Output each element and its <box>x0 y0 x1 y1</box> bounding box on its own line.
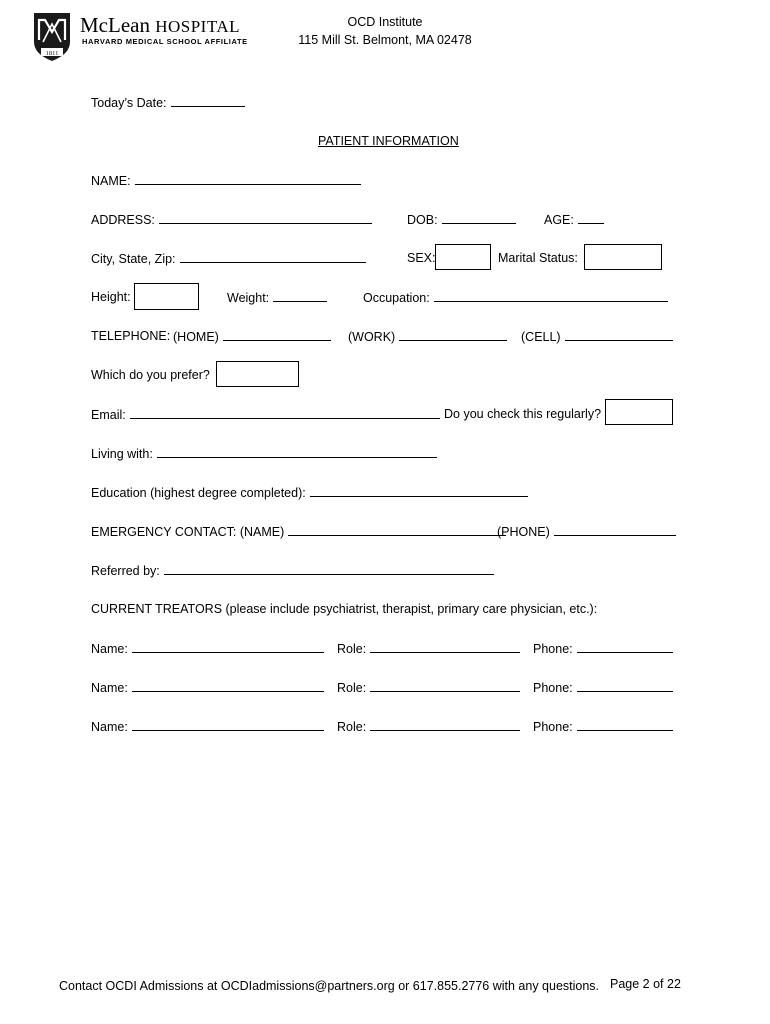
treator-phone-field[interactable] <box>577 641 673 653</box>
prefer-box[interactable] <box>216 361 299 387</box>
cell-label: (CELL) <box>521 330 561 344</box>
emergency-phone-label: (PHONE) <box>497 525 550 539</box>
city-state-zip-field[interactable] <box>180 251 366 263</box>
height-label: Height: <box>91 290 131 304</box>
treator-role-label: Role: <box>337 681 367 695</box>
treator-phone-label: Phone: <box>533 720 573 734</box>
living-with-label: Living with: <box>91 447 153 461</box>
treator-name-label: Name: <box>91 720 128 734</box>
treator-name-label: Name: <box>91 681 128 695</box>
check-regularly-label: Do you check this regularly? <box>444 407 602 421</box>
home-phone-row <box>173 329 331 344</box>
emergency-contact-row <box>91 524 506 539</box>
sex-box[interactable] <box>435 244 491 270</box>
check-regularly-box[interactable] <box>605 399 673 425</box>
treator-role-label: Role: <box>337 642 367 656</box>
treator-name-row <box>91 641 324 656</box>
sex-label: SEX: <box>407 251 436 265</box>
work-phone-field[interactable] <box>399 329 507 341</box>
marital-status-label: Marital Status: <box>498 251 578 265</box>
emergency-phone-field[interactable] <box>554 524 676 536</box>
age-row <box>544 212 604 227</box>
name-row <box>91 173 361 188</box>
treator-phone-row <box>533 641 673 656</box>
work-label: (WORK) <box>348 330 396 344</box>
email-label: Email: <box>91 408 126 422</box>
education-row <box>91 485 528 500</box>
occupation-row <box>363 290 668 305</box>
home-phone-field[interactable] <box>223 329 331 341</box>
institute-address: 115 Mill St. Belmont, MA 02478 <box>298 33 472 47</box>
name-label: NAME: <box>91 174 131 188</box>
treator-role-row <box>337 680 520 695</box>
email-field[interactable] <box>130 407 440 419</box>
dob-label: DOB: <box>407 213 438 227</box>
city-row <box>91 251 366 266</box>
treator-name-field[interactable] <box>132 641 324 653</box>
home-label: (HOME) <box>173 330 219 344</box>
emergency-contact-name-field[interactable] <box>288 524 506 536</box>
current-treators-label: CURRENT TREATORS (please include psychiatrist, therapist, primary care physician, etc.): <box>91 602 598 616</box>
treator-name-row <box>91 719 324 734</box>
treator-phone-field[interactable] <box>577 680 673 692</box>
treator-phone-field[interactable] <box>577 719 673 731</box>
cell-phone-row <box>521 329 673 344</box>
education-label: Education (highest degree completed): <box>91 486 306 500</box>
work-phone-row <box>348 329 507 344</box>
telephone-label: TELEPHONE: <box>91 329 171 343</box>
emergency-phone-row <box>497 524 676 539</box>
treator-role-field[interactable] <box>370 680 520 692</box>
institute-name: OCD Institute <box>347 15 423 29</box>
treator-role-row <box>337 641 520 656</box>
dob-field[interactable] <box>442 212 516 224</box>
age-label: AGE: <box>544 213 574 227</box>
mclean-logo-icon <box>33 12 71 62</box>
city-state-zip-label: City, State, Zip: <box>91 252 176 266</box>
logo-subtitle: HARVARD MEDICAL SCHOOL AFFILIATE <box>82 37 248 46</box>
section-title: PATIENT INFORMATION <box>318 134 459 148</box>
treator-name-row <box>91 680 324 695</box>
education-field[interactable] <box>310 485 528 497</box>
cell-phone-field[interactable] <box>565 329 673 341</box>
living-with-field[interactable] <box>157 446 437 458</box>
height-box[interactable] <box>134 283 199 310</box>
treator-phone-label: Phone: <box>533 642 573 656</box>
weight-label: Weight: <box>227 291 270 305</box>
footer-contact: Contact OCDI Admissions at OCDIadmissions@partners.org or 617.855.2776 with any questions. <box>59 979 600 993</box>
treator-role-field[interactable] <box>370 719 520 731</box>
occupation-label: Occupation: <box>363 291 430 305</box>
treator-name-field[interactable] <box>132 680 324 692</box>
marital-status-box[interactable] <box>584 244 662 270</box>
treator-role-field[interactable] <box>370 641 520 653</box>
address-row <box>91 212 372 227</box>
treator-phone-label: Phone: <box>533 681 573 695</box>
treator-phone-row <box>533 719 673 734</box>
occupation-field[interactable] <box>434 290 668 302</box>
todays-date-field[interactable] <box>171 95 245 107</box>
treator-phone-row <box>533 680 673 695</box>
address-label: ADDRESS: <box>91 213 155 227</box>
weight-field[interactable] <box>273 290 327 302</box>
dob-row <box>407 212 516 227</box>
age-field[interactable] <box>578 212 604 224</box>
name-field[interactable] <box>135 173 361 185</box>
page-number: Page 2 of 22 <box>610 977 681 991</box>
living-with-row <box>91 446 437 461</box>
todays-date-label: Today’s Date: <box>91 96 167 110</box>
logo-year: 1811 <box>45 50 59 57</box>
logo-name: McLean HOSPITAL <box>80 13 241 37</box>
prefer-label: Which do you prefer? <box>91 368 210 382</box>
weight-row <box>227 290 327 305</box>
address-field[interactable] <box>159 212 372 224</box>
emergency-contact-label: EMERGENCY CONTACT: (NAME) <box>91 525 285 539</box>
referred-by-field[interactable] <box>164 563 494 575</box>
todays-date-row <box>91 95 245 110</box>
treator-name-label: Name: <box>91 642 128 656</box>
email-row <box>91 407 440 422</box>
treator-role-label: Role: <box>337 720 367 734</box>
treator-role-row <box>337 719 520 734</box>
treator-name-field[interactable] <box>132 719 324 731</box>
referred-by-row <box>91 563 494 578</box>
referred-by-label: Referred by: <box>91 564 160 578</box>
